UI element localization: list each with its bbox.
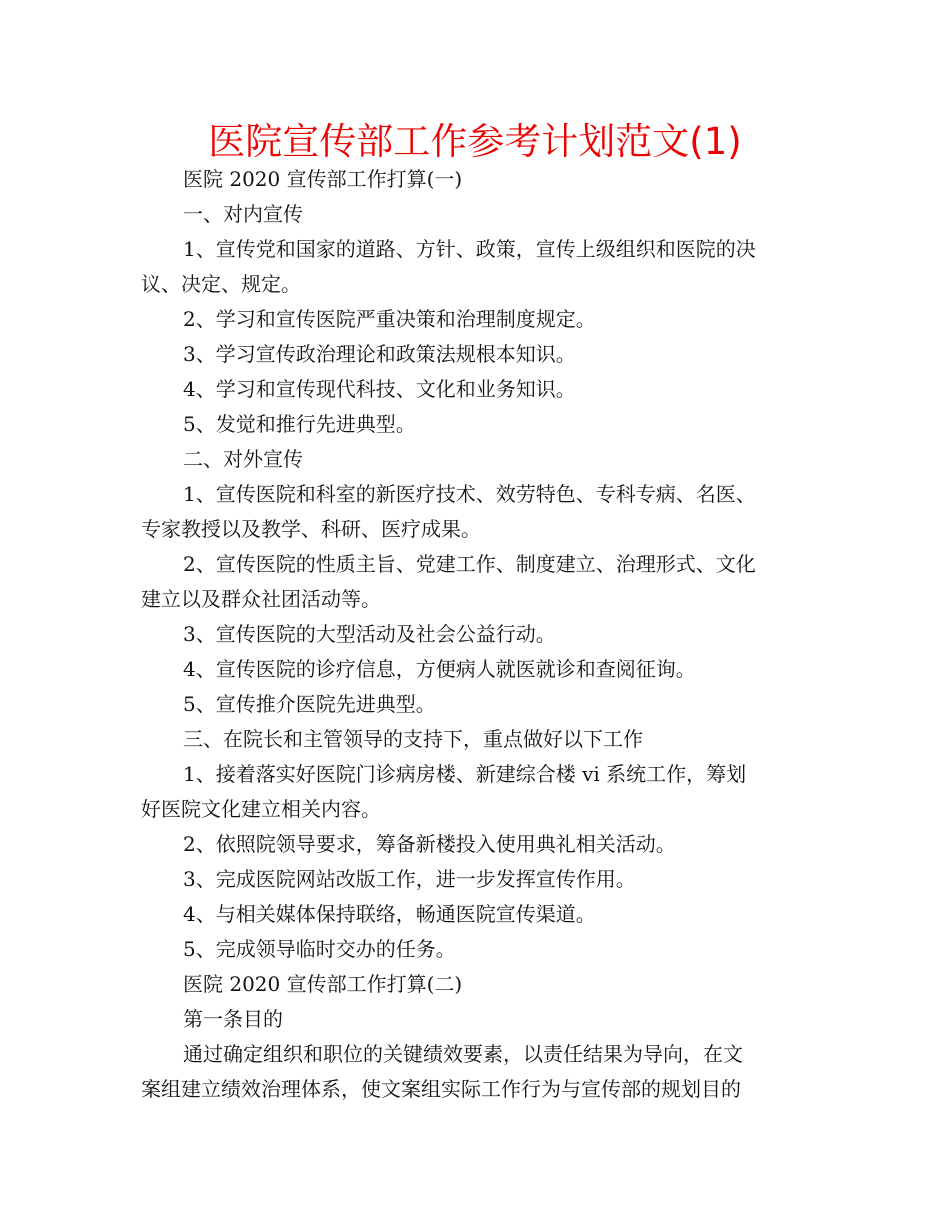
paragraph-line-continued: 议、决定、规定。 — [141, 272, 301, 296]
section-heading-key-work: 三、在院长和主管领导的支持下，重点做好以下工作 — [183, 727, 643, 751]
paragraph-line: 5、发觉和推行先进典型。 — [183, 412, 416, 436]
paragraph-line: 5、完成领导临时交办的任务。 — [183, 937, 456, 961]
section-heading-article-1: 第一条目的 — [183, 1007, 283, 1031]
paragraph-line: 2、宣传医院的性质主旨、党建工作、制度建立、治理形式、文化 — [183, 552, 756, 576]
document-body — [141, 162, 811, 1107]
paragraph-line: 4、学习和宣传现代科技、文化和业务知识。 — [183, 377, 576, 401]
paragraph-line: 1、宣传党和国家的道路、方针、政策，宣传上级组织和医院的决 — [183, 237, 756, 261]
paragraph-line: 3、完成医院网站改版工作，进一步发挥宣传作用。 — [183, 867, 636, 891]
paragraph-line-continued: 案组建立绩效治理体系，使文案组实际工作行为与宣传部的规划目的 — [141, 1077, 741, 1101]
paragraph-line-continued: 专家教授以及教学、科研、医疗成果。 — [141, 517, 481, 541]
paragraph-line: 3、宣传医院的大型活动及社会公益行动。 — [183, 622, 556, 646]
paragraph-line: 通过确定组织和职位的关键绩效要素，以责任结果为导向，在文 — [183, 1042, 743, 1066]
paragraph-line: 1、宣传医院和科室的新医疗技术、效劳特色、专科专病、名医、 — [183, 482, 756, 506]
paragraph-line: 2、学习和宣传医院严重决策和治理制度规定。 — [183, 307, 596, 331]
paragraph-line: 4、与相关媒体保持联络，畅通医院宣传渠道。 — [183, 902, 596, 926]
paragraph-heading-plan-1: 医院 2020 宣传部工作打算(一) — [183, 167, 463, 191]
paragraph-line: 3、学习宣传政治理论和政策法规根本知识。 — [183, 342, 576, 366]
paragraph-line: 1、接着落实好医院门诊病房楼、新建综合楼 vi 系统工作，筹划 — [183, 762, 747, 786]
paragraph-line: 5、宣传推介医院先进典型。 — [183, 692, 436, 716]
paragraph-line-continued: 建立以及群众社团活动等。 — [141, 587, 381, 611]
section-heading-internal: 一、对内宣传 — [183, 202, 303, 226]
document-title: 医院宣传部工作参考计划范文(1) — [208, 120, 742, 163]
paragraph-line-continued: 好医院文化建立相关内容。 — [141, 797, 381, 821]
paragraph-line: 4、宣传医院的诊疗信息，方便病人就医就诊和查阅征询。 — [183, 657, 696, 681]
paragraph-line: 2、依照院领导要求，筹备新楼投入使用典礼相关活动。 — [183, 832, 676, 856]
section-heading-external: 二、对外宣传 — [183, 447, 303, 471]
paragraph-heading-plan-2: 医院 2020 宣传部工作打算(二) — [183, 972, 463, 996]
